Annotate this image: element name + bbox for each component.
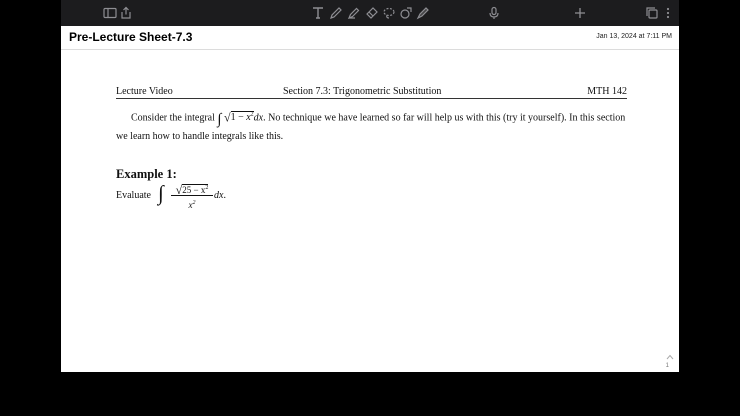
document-timestamp: Jan 13, 2024 at 7:11 PM: [596, 33, 672, 40]
notes-app: [61, 0, 679, 372]
pen-icon[interactable]: [328, 5, 344, 21]
fraction-denominator: $x^2$: [188, 200, 196, 210]
more-icon[interactable]: [660, 5, 676, 21]
running-head: [116, 85, 627, 99]
radical-sign: √: [223, 110, 231, 125]
running-head-left: Lecture Video: [116, 86, 173, 97]
running-head-center: Section 7.3: Trigonometric Substitution: [283, 86, 442, 97]
microphone-icon[interactable]: [486, 5, 502, 21]
fraction-numerator: $√25 - x^2$: [175, 183, 209, 197]
intro-text: Consider the integral: [131, 112, 215, 124]
lasso-icon[interactable]: [381, 5, 397, 21]
example-expression: [116, 181, 416, 217]
chevron-up-icon[interactable]: [666, 348, 674, 356]
intro-paragraph: [116, 107, 627, 145]
shapes-icon[interactable]: [398, 5, 414, 21]
fraction: [171, 181, 213, 211]
running-head-right: MTH 142: [587, 86, 627, 97]
integral-sign: ∫: [217, 111, 222, 128]
eraser-icon[interactable]: [364, 5, 380, 21]
note-page[interactable]: [61, 51, 679, 372]
integral-sign: ∫: [158, 181, 164, 205]
dx-text: dx: [253, 112, 264, 124]
marker-icon[interactable]: [415, 5, 431, 21]
document-title[interactable]: Pre-Lecture Sheet-7.3: [69, 30, 193, 44]
example-heading: Example 1:: [116, 167, 177, 181]
dx-text: dx.: [214, 190, 226, 201]
toolbar: [61, 0, 679, 26]
add-page-icon[interactable]: [572, 5, 588, 21]
document-header: [61, 26, 679, 50]
sidebar-icon[interactable]: [102, 5, 118, 21]
intro-rest: . No technique we have learned so far will help us with this (try it yourself). In this section we learn how to handle integrals like this.: [116, 112, 626, 143]
radicand: $1 - x^2$: [230, 112, 254, 124]
highlighter-icon[interactable]: [346, 5, 362, 21]
share-icon[interactable]: [118, 5, 134, 21]
copy-icon[interactable]: [644, 5, 660, 21]
text-tool-icon[interactable]: [310, 5, 326, 21]
evaluate-text: Evaluate: [116, 190, 151, 201]
page-number: 1: [665, 363, 669, 369]
